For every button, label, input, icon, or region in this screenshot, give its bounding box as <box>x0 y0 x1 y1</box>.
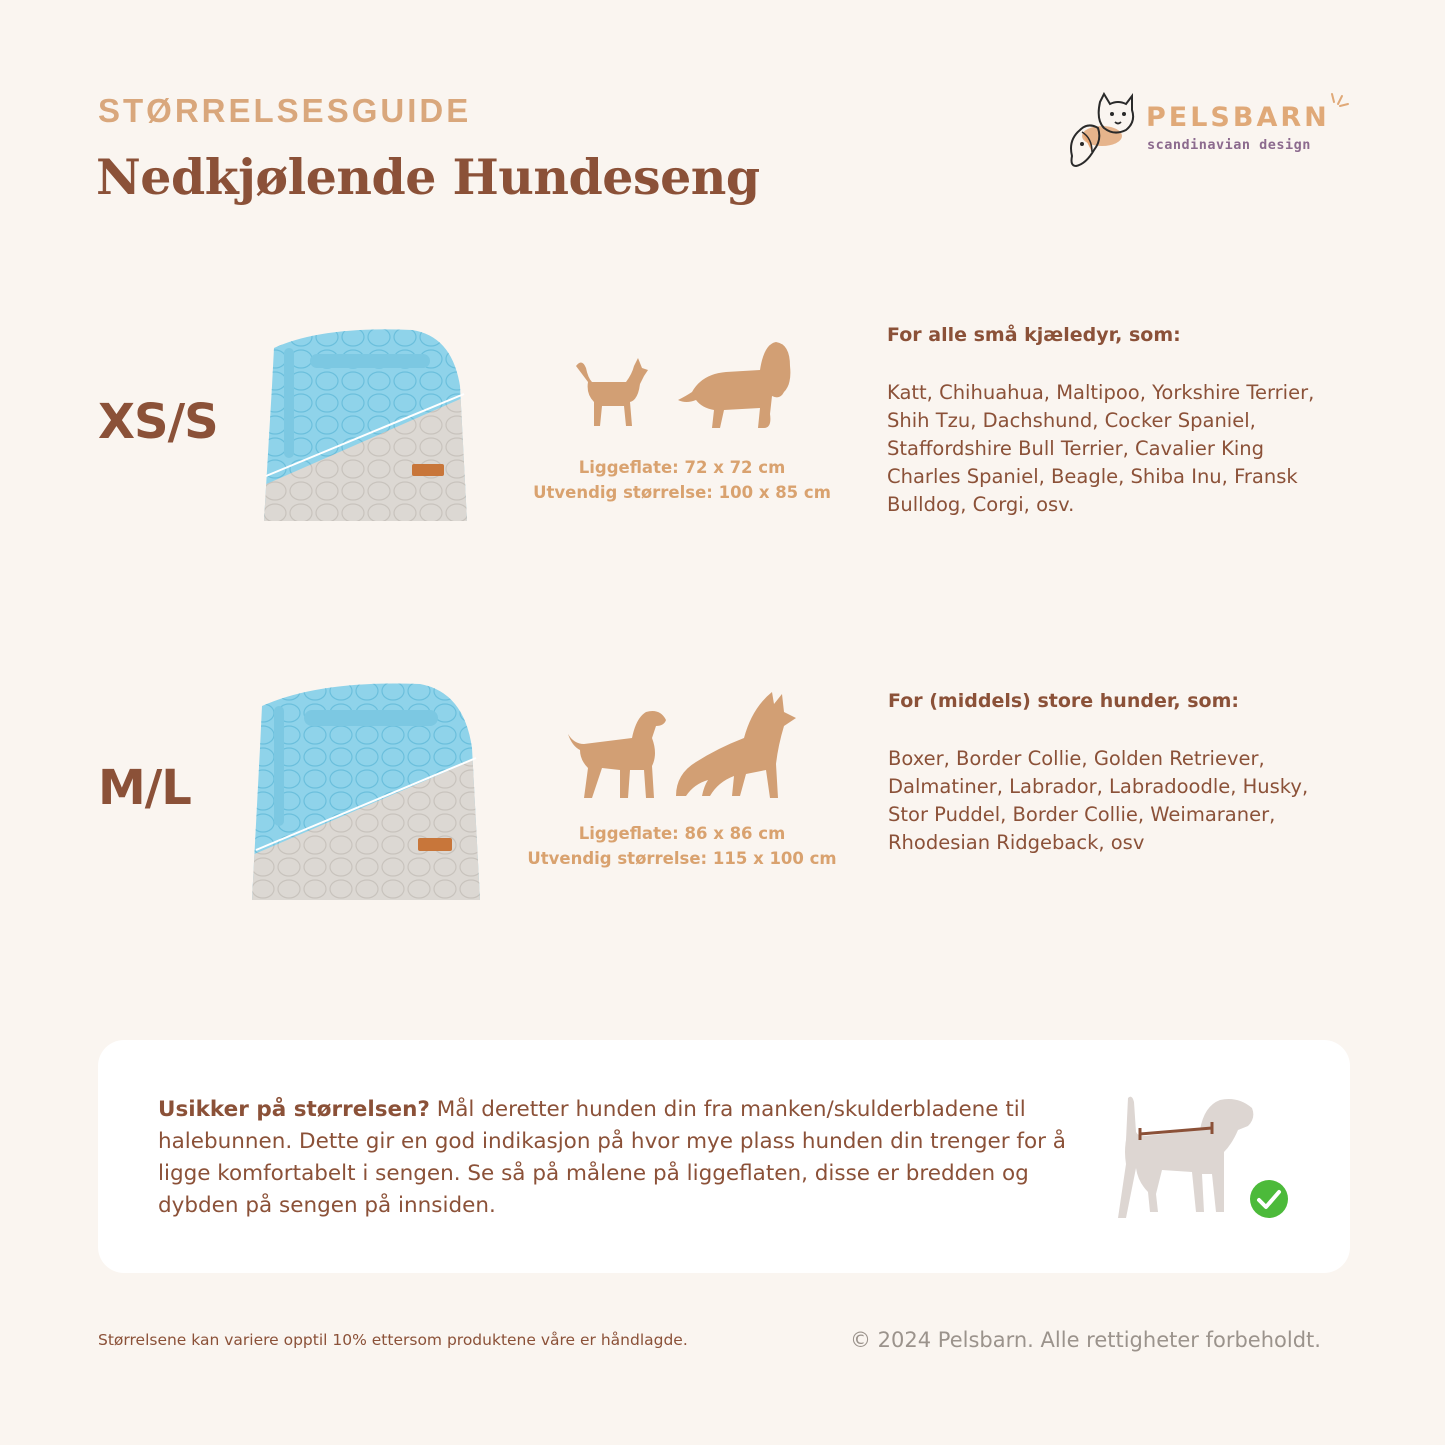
breed-line: Bulldog, Corgi, osv. <box>887 493 1075 516</box>
bed-image-m-l <box>250 680 484 904</box>
logo-name: PELSBARN <box>1146 102 1330 133</box>
breed-line: Katt, Chihuahua, Maltipoo, Yorkshire Terrier, <box>887 381 1315 404</box>
check-icon <box>1249 1179 1289 1219</box>
bed-image-xs-s <box>262 326 472 526</box>
measure-tip-bold: Usikker på størrelsen? <box>158 1097 430 1122</box>
size-label-xs-s: XS/S <box>98 394 218 450</box>
sparkle-icon <box>1326 92 1350 116</box>
breed-line: Stor Puddel, Border Collie, Weimaraner, <box>888 803 1276 826</box>
spaniel-silhouette-icon <box>676 338 794 432</box>
small-dog-silhouette-icon <box>572 352 654 432</box>
breed-line: Rhodesian Ridgeback, osv <box>888 831 1145 854</box>
breed-list-m-l <box>888 745 1338 857</box>
breed-line: Boxer, Border Collie, Golden Retriever, <box>888 747 1265 770</box>
page-title: Nedkjølende Hundeseng <box>96 148 760 206</box>
breed-line: Charles Spaniel, Beagle, Shiba Inu, Fransk <box>887 465 1298 488</box>
measure-dog-icon <box>1112 1092 1262 1220</box>
breed-list-xs-s <box>887 379 1337 519</box>
copyright: © 2024 Pelsbarn. Alle rettigheter forbeholdt. <box>850 1328 1321 1352</box>
outer-size-m-l: Utvendig størrelse: 115 x 100 cm <box>527 849 837 868</box>
lying-surface-xs-s: Liggeflate: 72 x 72 cm <box>578 458 786 477</box>
breed-line: Dalmatiner, Labrador, Labradoodle, Husky, <box>888 775 1309 798</box>
outer-size-xs-s: Utvendig størrelse: 100 x 85 cm <box>533 483 831 502</box>
breed-heading-xs-s: For alle små kjæledyr, som: <box>887 324 1181 346</box>
logo-tagline: scandinavian design <box>1147 137 1311 153</box>
labrador-silhouette-icon <box>566 704 670 802</box>
eyebrow-label: STØRRELSESGUIDE <box>98 92 472 129</box>
measure-tip-text <box>158 1094 1088 1222</box>
pelsbarn-logo-icon <box>1066 92 1146 172</box>
shepherd-silhouette-icon <box>674 688 798 802</box>
breed-line: Staffordshire Bull Terrier, Cavalier King <box>887 437 1265 460</box>
size-variation-note: Størrelsene kan variere opptil 10% ettersom produktene våre er håndlagde. <box>98 1331 688 1349</box>
lying-surface-m-l: Liggeflate: 86 x 86 cm <box>578 824 786 843</box>
measure-tip-body: Mål deretter hunden din fra manken/skulderbladene til halebunnen. Dette gir en god indikasjon på hvor mye plass hunden din trenger for å ligge komfortabelt i sengen. Se så på målene på liggeflaten, disse er bredden og dybden på sengen på innsiden. <box>158 1097 1066 1218</box>
breed-heading-m-l: For (middels) store hunder, som: <box>888 690 1239 712</box>
size-label-m-l: M/L <box>98 760 191 816</box>
breed-line: Shih Tzu, Dachshund, Cocker Spaniel, <box>887 409 1256 432</box>
